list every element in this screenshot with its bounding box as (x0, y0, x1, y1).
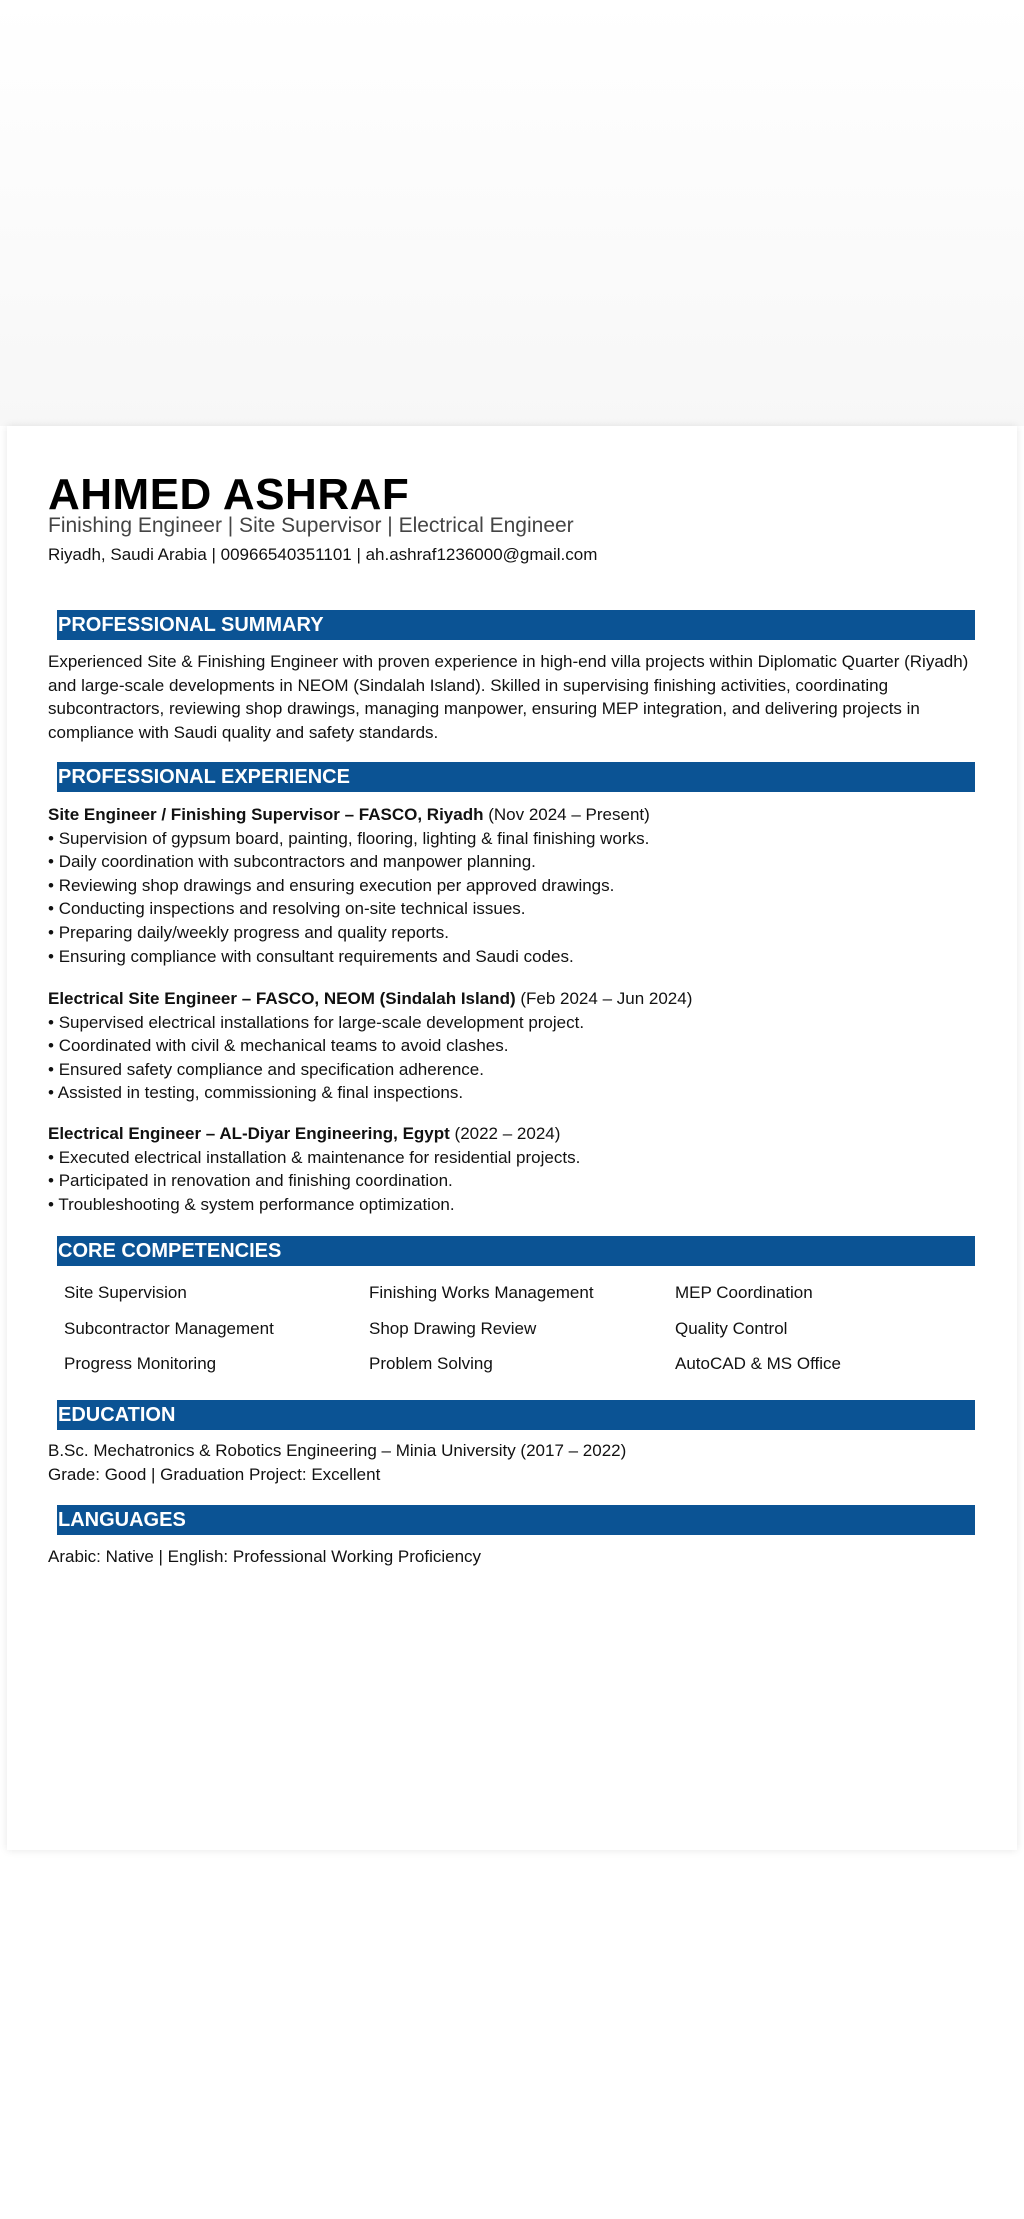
job-bullet: • Daily coordination with subcontractors and manpower planning. (48, 850, 650, 874)
competency-item: MEP Coordination (675, 1283, 813, 1302)
job-dates: (Nov 2024 – Present) (483, 805, 650, 824)
job-entry (48, 987, 692, 1105)
job-bullet: • Ensuring compliance with consultant requirements and Saudi codes. (48, 945, 650, 969)
job-dates: (2022 – 2024) (449, 1124, 561, 1143)
job-bullet: • Supervision of gypsum board, painting, flooring, lighting & final finishing works. (48, 827, 650, 851)
job-bullet: • Conducting inspections and resolving on-site technical issues. (48, 897, 650, 921)
competency-item: Problem Solving (369, 1354, 493, 1373)
job-bullet: • Troubleshooting & system performance optimization. (48, 1193, 580, 1217)
job-bullet: • Participated in renovation and finishing coordination. (48, 1169, 580, 1193)
grade-line: Grade: Good | Graduation Project: Excellent (48, 1464, 381, 1484)
competency-item: Site Supervision (64, 1283, 187, 1302)
job-bullet: • Executed electrical installation & maintenance for residential projects. (48, 1146, 580, 1170)
job-entry (48, 1122, 580, 1216)
competencies-grid (64, 1281, 975, 1376)
competency-item: Quality Control (675, 1318, 788, 1338)
section-heading-languages: LANGUAGES (57, 1505, 975, 1535)
contact-info: Riyadh, Saudi Arabia | 00966540351101 | ah.ashraf1236000@gmail.com (48, 545, 598, 564)
candidate-name: AHMED ASHRAF (48, 470, 410, 519)
languages-line: Arabic: Native | English: Professional Working Proficiency (48, 1547, 482, 1566)
competency-item: Subcontractor Management (64, 1318, 274, 1338)
background (0, 0, 1024, 426)
competency-item: AutoCAD & MS Office (675, 1354, 841, 1373)
competency-item: Finishing Works Management (369, 1283, 594, 1302)
job-title: Site Engineer / Finishing Supervisor – FASCO, Riyadh (48, 805, 484, 824)
job-bullet: • Assisted in testing, commissioning & final inspections. (48, 1081, 692, 1105)
candidate-titles: Finishing Engineer | Site Supervisor | Electrical Engineer (48, 514, 574, 537)
job-dates: (Feb 2024 – Jun 2024) (515, 989, 693, 1008)
education-entry (48, 1439, 626, 1486)
section-heading-experience: PROFESSIONAL EXPERIENCE (57, 762, 975, 792)
job-bullet: • Supervised electrical installations for large-scale development project. (48, 1011, 692, 1035)
competency-item: Progress Monitoring (64, 1354, 217, 1373)
section-heading-summary: PROFESSIONAL SUMMARY (57, 610, 975, 640)
section-heading-education: EDUCATION (57, 1400, 975, 1430)
job-bullet: • Reviewing shop drawings and ensuring execution per approved drawings. (48, 874, 650, 898)
job-bullet: • Preparing daily/weekly progress and quality reports. (48, 921, 650, 945)
job-title: Electrical Site Engineer – FASCO, NEOM (Sindalah Island) (48, 989, 516, 1008)
job-bullet: • Ensured safety compliance and specification adherence. (48, 1058, 692, 1082)
job-title: Electrical Engineer – AL-Diyar Engineering, Egypt (48, 1124, 450, 1143)
job-entry (48, 803, 650, 968)
job-bullet: • Coordinated with civil & mechanical teams to avoid clashes. (48, 1034, 692, 1058)
degree-line: B.Sc. Mechatronics & Robotics Engineering – Minia University (2017 – 2022) (48, 1441, 627, 1460)
section-heading-competencies: CORE COMPETENCIES (57, 1236, 975, 1266)
competency-item: Shop Drawing Review (369, 1318, 537, 1338)
summary-text: Experienced Site & Finishing Engineer with proven experience in high-end villa projects within Diplomatic Quarter (Riyadh) and large-scale developments in NEOM (Sindalah Island). Skilled in supervising finishing activities, coordinating subcontractors, reviewing shop drawings, managing manpower, ensuring MEP integration, and delivering projects in compliance with Saudi quality and safety standards. (48, 652, 969, 742)
